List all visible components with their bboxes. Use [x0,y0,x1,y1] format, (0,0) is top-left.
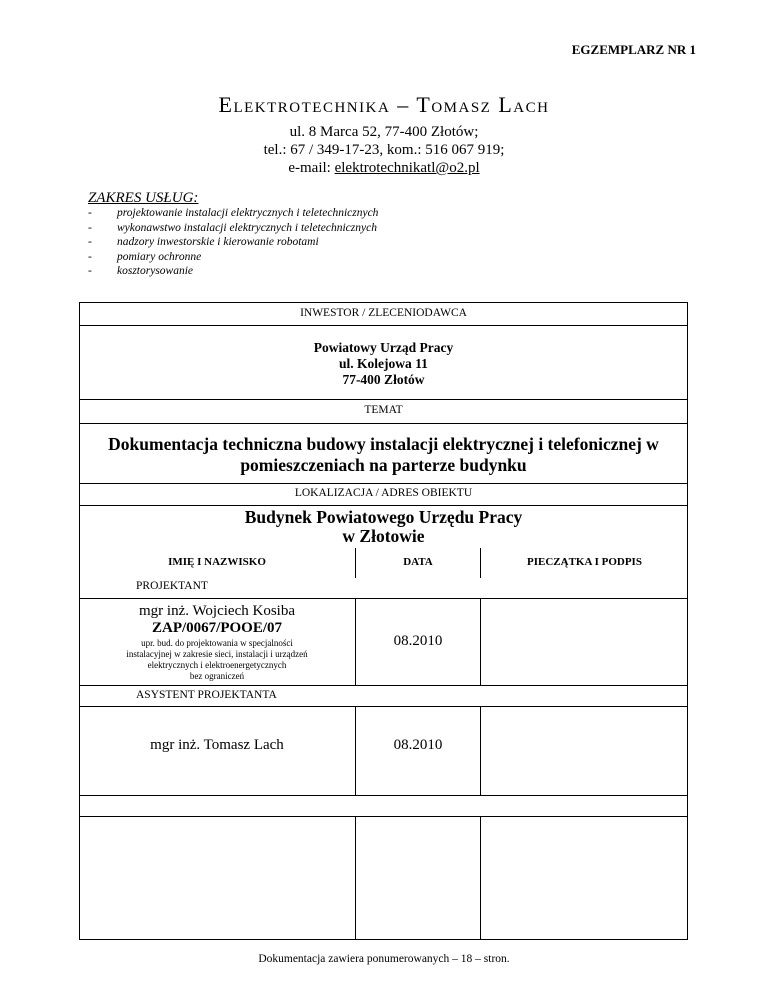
divider [79,399,688,400]
divider [79,685,688,686]
designer-qualification-2: instalacyjnej w zakresie sieci, instalacji i urządzeń [126,649,308,659]
designer-role: PROJEKTANT [136,580,208,592]
column-divider [480,598,481,685]
topic-header: TEMAT [364,404,403,416]
designer-name: mgr inż. Wojciech Kosiba [139,603,295,619]
company-phone: tel.: 67 / 349-17-23, kom.: 516 067 919; [263,142,505,158]
assistant-role: ASYSTENT PROJEKTANTA [136,689,277,701]
location-header: LOKALIZACJA / ADRES OBIEKTU [294,487,473,499]
divider [79,816,688,817]
divider [79,505,688,506]
email-prefix: e-mail: [288,160,335,176]
column-divider [355,816,356,940]
designer-qualification-1: upr. bud. do projektowania w specjalności [141,638,293,648]
copy-number-label: EGZEMPLARZ NR 1 [571,42,696,57]
designer-date: 08.2010 [393,633,443,649]
topic-line-1: Dokumentacja techniczna budowy instalacji elektrycznej i telefonicznej w [108,434,659,454]
assistant-date: 08.2010 [393,737,443,753]
column-header-name: IMIĘ I NAZWISKO [168,556,266,568]
investor-header: INWESTOR / ZLECENIODAWCA [300,307,467,319]
company-name: Elektrotechnika – Tomasz Lach [218,92,550,117]
divider [79,795,688,796]
page-count-footer: Dokumentacja zawiera ponumerowanych – 18 – stron. [258,953,510,965]
column-divider [480,706,481,795]
divider [79,325,688,326]
company-address: ul. 8 Marca 52, 77-400 Złotów; [289,124,479,140]
assistant-name: mgr inż. Tomasz Lach [150,737,284,753]
divider [79,598,688,599]
column-header-date: DATA [403,556,433,568]
services-title: ZAKRES USŁUG: [88,190,199,206]
investor-street: ul. Kolejowa 11 [339,356,428,371]
location-line-1: Budynek Powiatowego Urzędu Pracy [244,507,523,527]
divider [79,483,688,484]
investor-city: 77-400 Złotów [342,372,425,387]
investor-name: Powiatowy Urząd Pracy [313,340,454,355]
divider [79,423,688,424]
designer-qualification-4: bez ograniczeń [189,671,245,681]
designer-qualification-3: elektrycznych i elektroenergetycznych [147,660,287,670]
divider [79,706,688,707]
location-line-2: w Złotowie [342,526,425,546]
column-divider [480,816,481,940]
topic-line-2: pomieszczeniach na parterze budynku [240,455,527,475]
designer-license: ZAP/0067/POOE/07 [151,620,282,636]
email-link[interactable]: elektrotechnikatl@o2.pl [334,160,480,176]
company-email-line [0,160,768,177]
column-header-stamp: PIECZĄTKA I PODPIS [527,556,642,568]
